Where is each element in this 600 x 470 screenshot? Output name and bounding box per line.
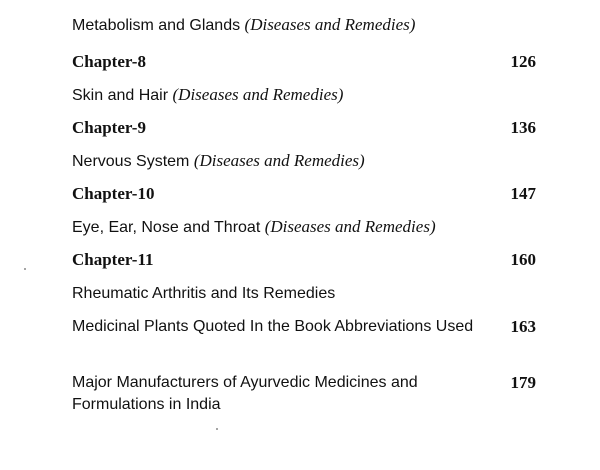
- toc-entry-skin-hair: [72, 84, 542, 107]
- toc-entry-eye-ear-nose-throat: [72, 216, 542, 239]
- toc-entry-title: Eye, Ear, Nose and Throat (Diseases and Remedies): [72, 217, 436, 236]
- toc-chapter-9: [72, 117, 542, 139]
- page-number: 136: [510, 118, 536, 137]
- toc-entry-rheumatic-arthritis: [72, 283, 542, 305]
- toc-chapter-10: [72, 183, 542, 205]
- toc-entry-metabolism: [72, 14, 542, 37]
- toc-entry-title: Nervous System (Diseases and Remedies): [72, 151, 365, 170]
- toc-entry-major-manufacturers: [72, 372, 542, 416]
- toc-entry-medicinal-plants: [72, 316, 542, 338]
- toc-entry-title: Medicinal Plants Quoted In the Book Abbreviations Used: [72, 318, 474, 335]
- chapter-title: Chapter-8: [72, 52, 146, 71]
- scan-speck: [216, 428, 218, 430]
- toc-entry-title: Rheumatic Arthritis and Its Remedies: [72, 285, 336, 302]
- toc-entry-title: Skin and Hair (Diseases and Remedies): [72, 85, 344, 104]
- toc-entry-title: Metabolism and Glands (Diseases and Remedies): [72, 15, 416, 34]
- page-number: 179: [510, 373, 536, 392]
- toc-chapter-8: [72, 51, 542, 73]
- toc-entry-title: Major Manufacturers of Ayurvedic Medicines and Formulations in India: [72, 374, 418, 413]
- page-number: 160: [510, 250, 536, 269]
- chapter-title: Chapter-10: [72, 184, 155, 203]
- toc-entry-nervous-system: [72, 150, 542, 173]
- page-number: 163: [510, 317, 536, 336]
- chapter-title: Chapter-9: [72, 118, 146, 137]
- toc-chapter-11: [72, 249, 542, 271]
- page-number: 147: [510, 184, 536, 203]
- chapter-title: Chapter-11: [72, 250, 154, 269]
- scan-speck: [24, 268, 26, 270]
- page-number: 126: [510, 52, 536, 71]
